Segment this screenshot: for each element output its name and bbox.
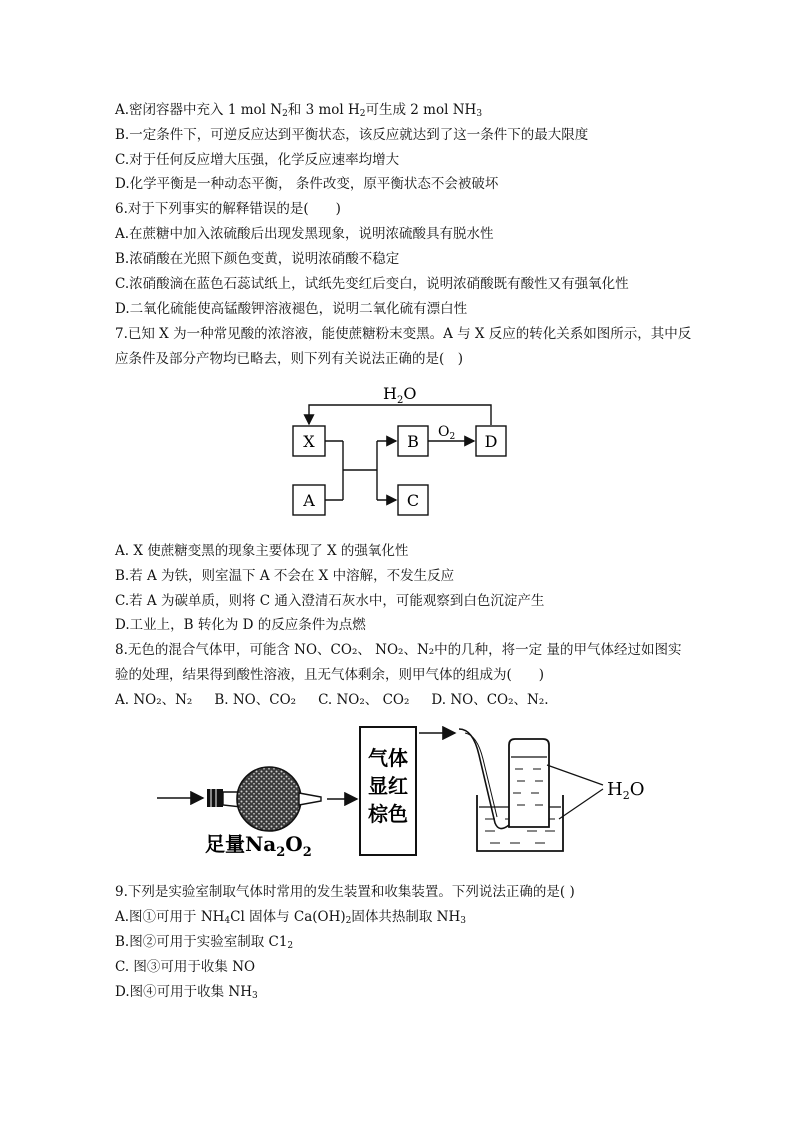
q6-option-d: D.二氧化硫能使高锰酸钾溶液褪色，说明二氧化硫有漂白性 [115,301,468,317]
q8-option-a: A. NO₂、N₂ [115,692,193,708]
q6-stem: 6.对于下列事实的解释错误的是( ) [115,201,341,217]
q7-box-c-label: C [406,491,420,510]
q8-stem-line2: 验的处理，结果得到酸性溶液，且无气体剩余，则甲气体的组成为( ) [115,667,545,683]
q7-stem-line2: 应条件及部分产物均已略去，则下列有关说法正确的是( ) [115,351,464,367]
q7-o2-label: $O_2$ [438,424,456,442]
q9-option-b: B.图②可用于实验室制取 $C1_2$ [115,934,294,951]
q6-option-c: C.浓硝酸滴在蓝色石蕊试纸上，试纸先变红后变白，说明浓硝酸既有酸性又有强氧化性 [115,276,629,292]
q7-option-c: C.若 A 为碳单质，则将 C 通入澄清石灰水中，可能观察到白色沉淀产生 [115,593,545,609]
q8-collecting-bottle [509,739,549,827]
q6-option-a: A.在蔗糖中加入浓硫酸后出现发黑现象，说明浓硫酸具有脱水性 [115,226,494,242]
q9-option-d: D.图④可用于收集 $NH_3$ [115,984,258,1001]
q7-conversion-diagram [285,378,515,523]
q7-h2o-label: $H_2O$ [383,384,417,406]
q7-box-b-label: B [407,432,419,451]
q7-box-x-label: X [303,432,315,451]
q6-option-b: B.浓硝酸在光照下颜色变黄，说明浓硝酸不稳定 [115,251,400,267]
q8-option-d: D. NO、CO₂、N₂. [431,692,549,708]
q7-option-d: D.工业上，B 转化为 D 的反应条件为点燃 [115,617,366,633]
q5-option-d: D.化学平衡是一种动态平衡， 条件改变，原平衡状态不会被破坏 [115,176,499,192]
q7-box-a-label: A [303,491,315,510]
q7-stem-line1: 7.已知 X 为一种常见酸的浓溶液，能使蔗糖粉末变黑。A 与 X 反应的转化关系如图所示，其中反 [115,326,692,342]
q8-apparatus-diagram [145,715,665,860]
q8-gas-box-line3: 棕色 [368,802,408,826]
q8-drying-bulb [237,767,301,831]
q7-option-b: B.若 A 为铁，则室温下 A 不会在 X 中溶解，不发生反应 [115,568,455,584]
q9-option-a: A.图①可用于 $NH_4Cl$ 固体与 $Ca(OH)_2$固体共热制取 $NH_3$ [115,909,466,926]
q7-box-d-label: D [484,432,498,451]
q7-h2o-arrow [309,405,491,425]
q5-option-c: C.对于任何反应增大压强，化学反应速率均增大 [115,152,400,168]
q8-reagent-label: 足量$Na_2O_2$ [205,832,312,860]
q8-h2o-label: $H_2O$ [607,779,645,802]
q7-option-a: A. X 使蔗糖变黑的现象主要体现了 X 的强氧化性 [115,543,409,559]
q8-option-b: B. NO、CO₂ [214,692,297,708]
q8-option-c: C. NO₂、 CO₂ [318,692,410,708]
q8-stopper [207,789,223,807]
q8-stem-line1: 8.无色的混合气体甲，可能含 NO、CO₂、 NO₂、N₂中的几种，将一定 量的甲气体经过如图实 [115,642,682,658]
q8-gas-box-line1: 气体 [368,746,408,770]
q9-stem: 9.下列是实验室制取气体时常用的发生装置和收集装置。下列说法正确的是( ) [115,884,575,900]
q5-option-a: A.密闭容器中充入 1 mol $N_2$和 3 mol $H_2$可生成 2 mol $NH_3$ [115,102,483,119]
q8-delivery-tube [459,729,509,829]
q9-option-c: C. 图③可用于收集 NO [115,959,256,975]
q5-option-b: B.一定条件下，可逆反应达到平衡状态，该反应就达到了这一条件下的最大限度 [115,127,589,143]
q8-options [115,691,549,709]
q8-gas-box-line2: 显红 [368,774,408,798]
